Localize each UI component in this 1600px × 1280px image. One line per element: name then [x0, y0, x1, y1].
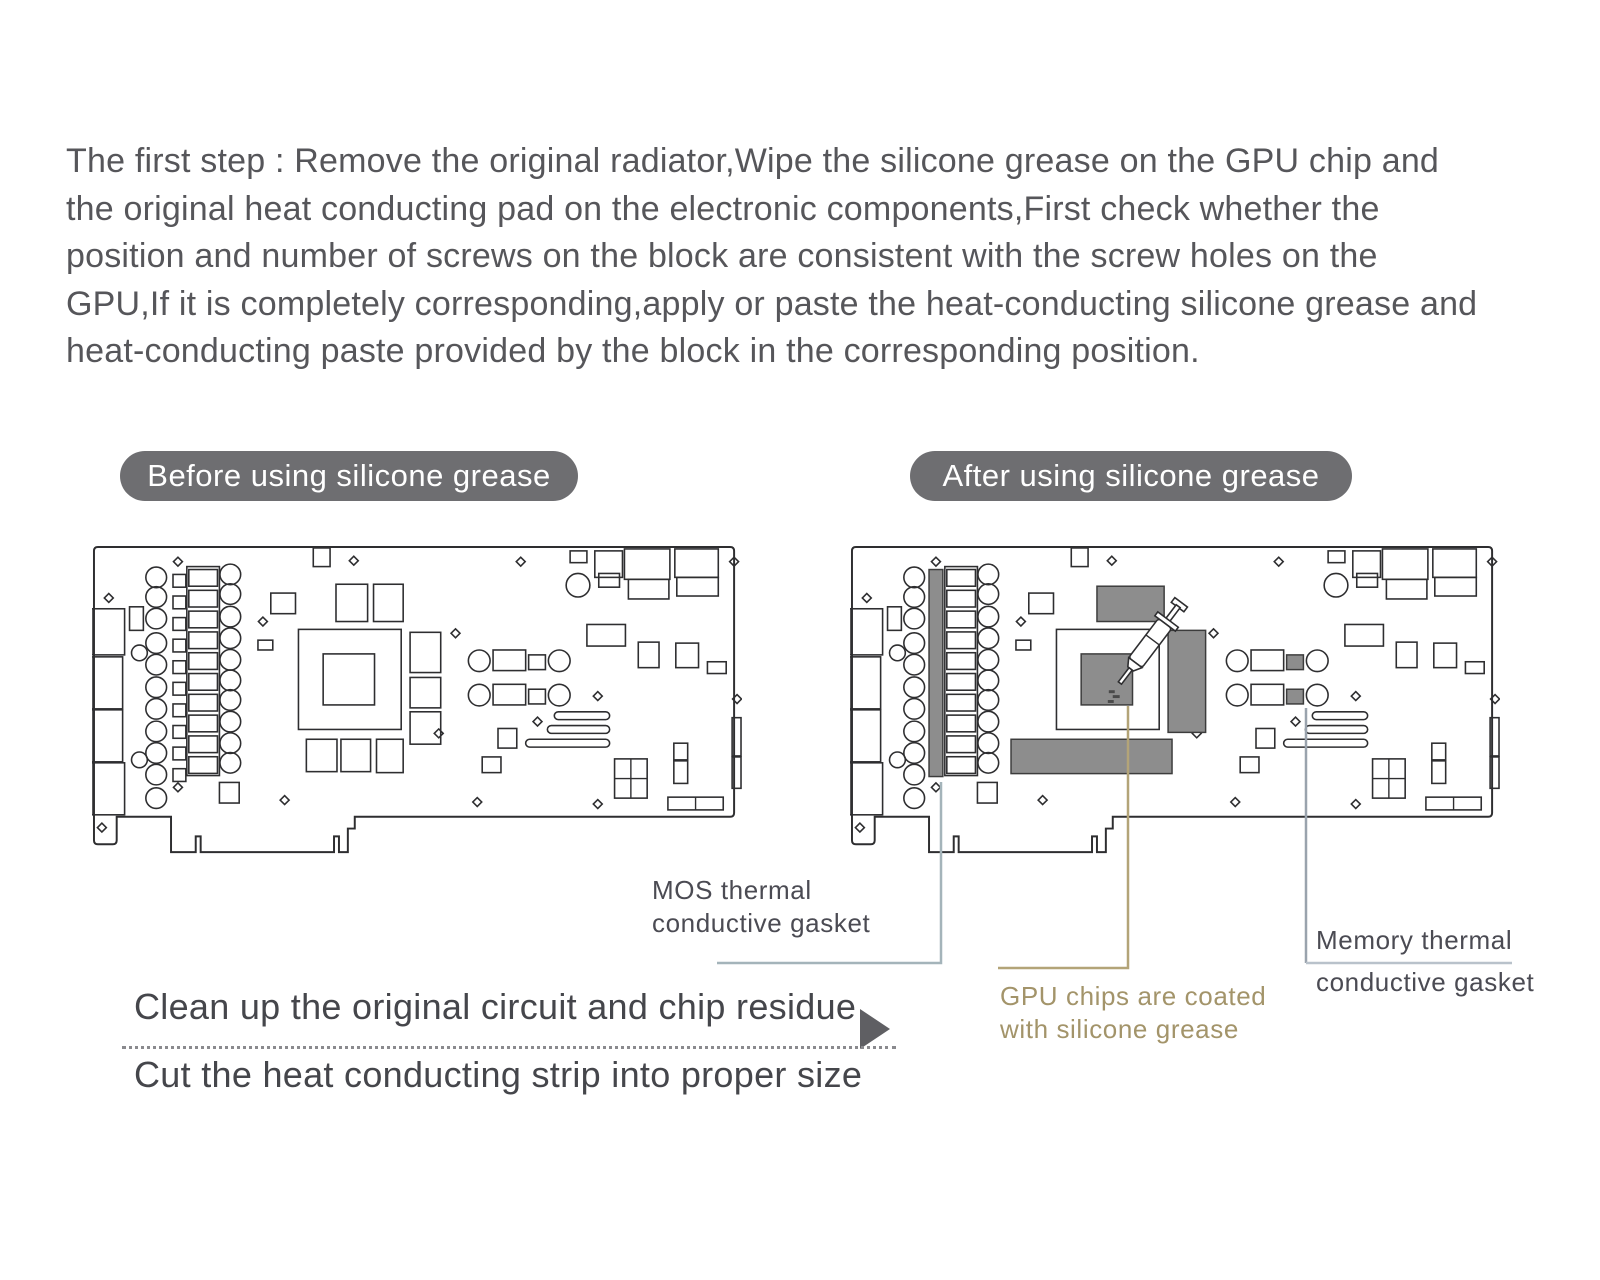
output-connectors — [1324, 549, 1476, 599]
screw-hole — [862, 594, 871, 603]
memory-annotation-line1: Memory thermal — [1316, 925, 1513, 955]
arrow-right-icon — [858, 1008, 892, 1050]
mos-annotation-line2: conductive gasket — [652, 908, 871, 938]
screw-hole — [434, 729, 443, 738]
pcb-diagram-before — [92, 545, 742, 857]
vrm-chokes — [945, 567, 978, 776]
quad-component — [1373, 759, 1406, 798]
screw-hole — [533, 717, 542, 726]
screw-hole — [349, 556, 358, 565]
screw-hole — [258, 617, 267, 626]
screw-hole — [1038, 796, 1047, 805]
screw-hole — [280, 796, 289, 805]
screw-hole — [855, 823, 864, 832]
mos-thermal-strip — [929, 570, 943, 777]
screw-hole — [173, 783, 182, 792]
gpu-annotation — [1000, 980, 1266, 1046]
memory-annotation-line2: conductive gasket — [1316, 967, 1535, 997]
screw-hole — [1351, 800, 1360, 809]
pcb-diagram-after — [850, 545, 1500, 857]
gpu-annotation-line1: GPU chips are coated — [1000, 981, 1267, 1011]
gpu-die-outline — [323, 654, 374, 705]
mos-annotation-line1: MOS thermal — [652, 875, 812, 905]
mos-annotation — [652, 874, 870, 940]
output-connectors — [566, 549, 718, 599]
quad-component — [615, 759, 648, 798]
gpu-annotation-line2: with silicone grease — [1000, 1014, 1239, 1044]
screw-hole — [1291, 717, 1300, 726]
gpu-socket — [298, 629, 401, 729]
dotted-divider — [122, 1046, 896, 1049]
before-label-pill: Before using silicone grease — [120, 451, 578, 501]
screw-hole — [1231, 798, 1240, 807]
screw-hole — [1351, 692, 1360, 701]
screw-hole — [173, 557, 182, 566]
screw-hole — [1107, 556, 1116, 565]
footer-instruction-1: Clean up the original circuit and chip residue — [134, 986, 857, 1027]
screw-hole — [473, 798, 482, 807]
screw-hole — [451, 629, 460, 638]
screw-hole — [104, 594, 113, 603]
screw-hole — [1016, 617, 1025, 626]
screw-hole — [1209, 629, 1218, 638]
screw-hole — [593, 692, 602, 701]
pcb-outline — [94, 547, 734, 852]
screw-hole — [931, 557, 940, 566]
screw-hole — [1274, 557, 1283, 566]
footer-instruction-2: Cut the heat conducting strip into proper size — [134, 1054, 863, 1095]
intro-paragraph: The first step : Remove the original radiator,Wipe the silicone grease on the GPU chip and the original heat conducting pad on the electronic components,First check whether the position and number of screws on the block are consistent with the screw holes on the GPU,If it is completely corresponding,apply or paste the heat-conducting silicone grease and heat-conducting paste provided by the block in the corresponding position. — [66, 142, 1478, 370]
vrm-chokes — [187, 567, 220, 776]
after-label-pill: After using silicone grease — [910, 451, 1352, 501]
screw-hole — [593, 800, 602, 809]
screw-hole — [97, 823, 106, 832]
screw-hole — [931, 783, 940, 792]
screw-hole — [516, 557, 525, 566]
